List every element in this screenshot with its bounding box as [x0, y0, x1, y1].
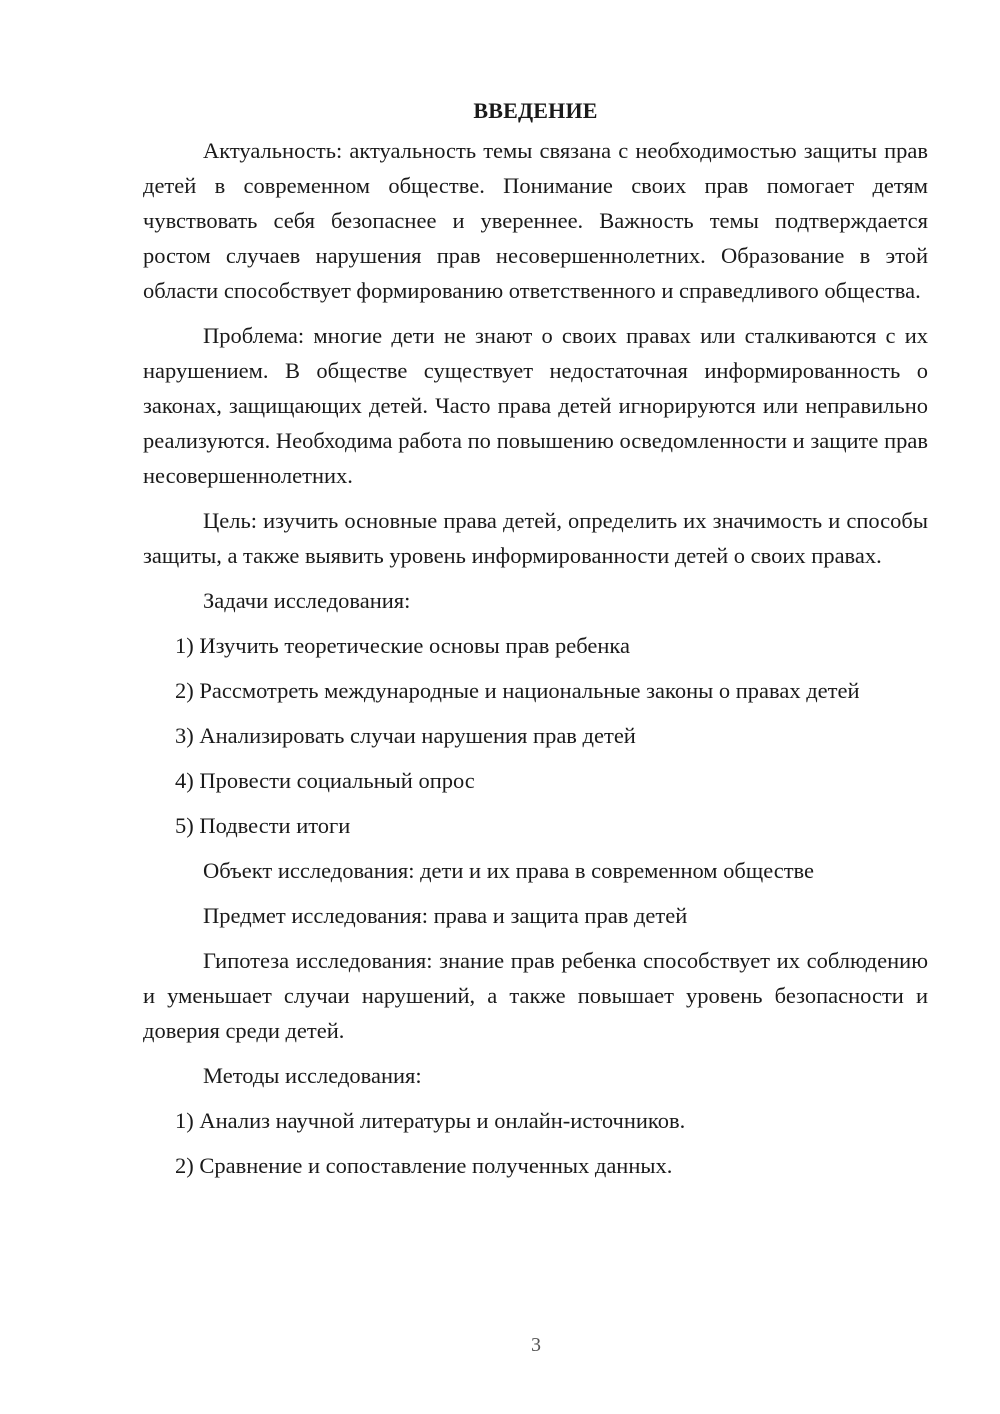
- document-page: [143, 96, 928, 1183]
- task-item-1: 1) Изучить теоретические основы прав ребенка: [175, 633, 630, 658]
- task-item-2: 2) Рассмотреть международные и национальные законы о правах детей: [175, 678, 860, 703]
- subject-paragraph: Предмет исследования: права и защита прав детей: [203, 903, 688, 928]
- document-title: ВВЕДЕНИЕ: [473, 98, 598, 123]
- problem-paragraph: Проблема: многие дети не знают о своих правах или сталкиваются с их нарушением. В обществе существует недостаточная информированность о законах, защищающих детей. Часто права детей игнорируются или неправильно реализуются. Необходима работа по повышению осведомленности и защите прав несовершеннолетних.: [143, 323, 928, 488]
- method-item-2: 2) Сравнение и сопоставление полученных данных.: [175, 1153, 673, 1178]
- object-paragraph: Объект исследования: дети и их права в современном обществе: [203, 858, 815, 883]
- tasks-heading: Задачи исследования:: [203, 588, 411, 613]
- task-item-5: 5) Подвести итоги: [175, 813, 351, 838]
- relevance-paragraph: Актуальность: актуальность темы связана с необходимостью защиты прав детей в современном обществе. Понимание своих прав помогает детям чувствовать себя безопаснее и увереннее. Важность темы подтверждается ростом случаев нарушения прав несовершеннолетних. Образование в этой области способствует формированию ответственного и справедливого общества.: [143, 138, 928, 303]
- task-item-3: 3) Анализировать случаи нарушения прав детей: [175, 723, 636, 748]
- method-item-1: 1) Анализ научной литературы и онлайн-источников.: [175, 1108, 686, 1133]
- page-number: 3: [531, 1334, 541, 1356]
- methods-heading: Методы исследования:: [203, 1063, 422, 1088]
- hypothesis-paragraph: Гипотеза исследования: знание прав ребенка способствует их соблюдению и уменьшает случаи нарушений, а также повышает уровень безопасности и доверия среди детей.: [143, 948, 928, 1043]
- task-item-4: 4) Провести социальный опрос: [175, 768, 475, 793]
- goal-paragraph: Цель: изучить основные права детей, определить их значимость и способы защиты, а также выявить уровень информированности детей о своих правах.: [143, 508, 928, 568]
